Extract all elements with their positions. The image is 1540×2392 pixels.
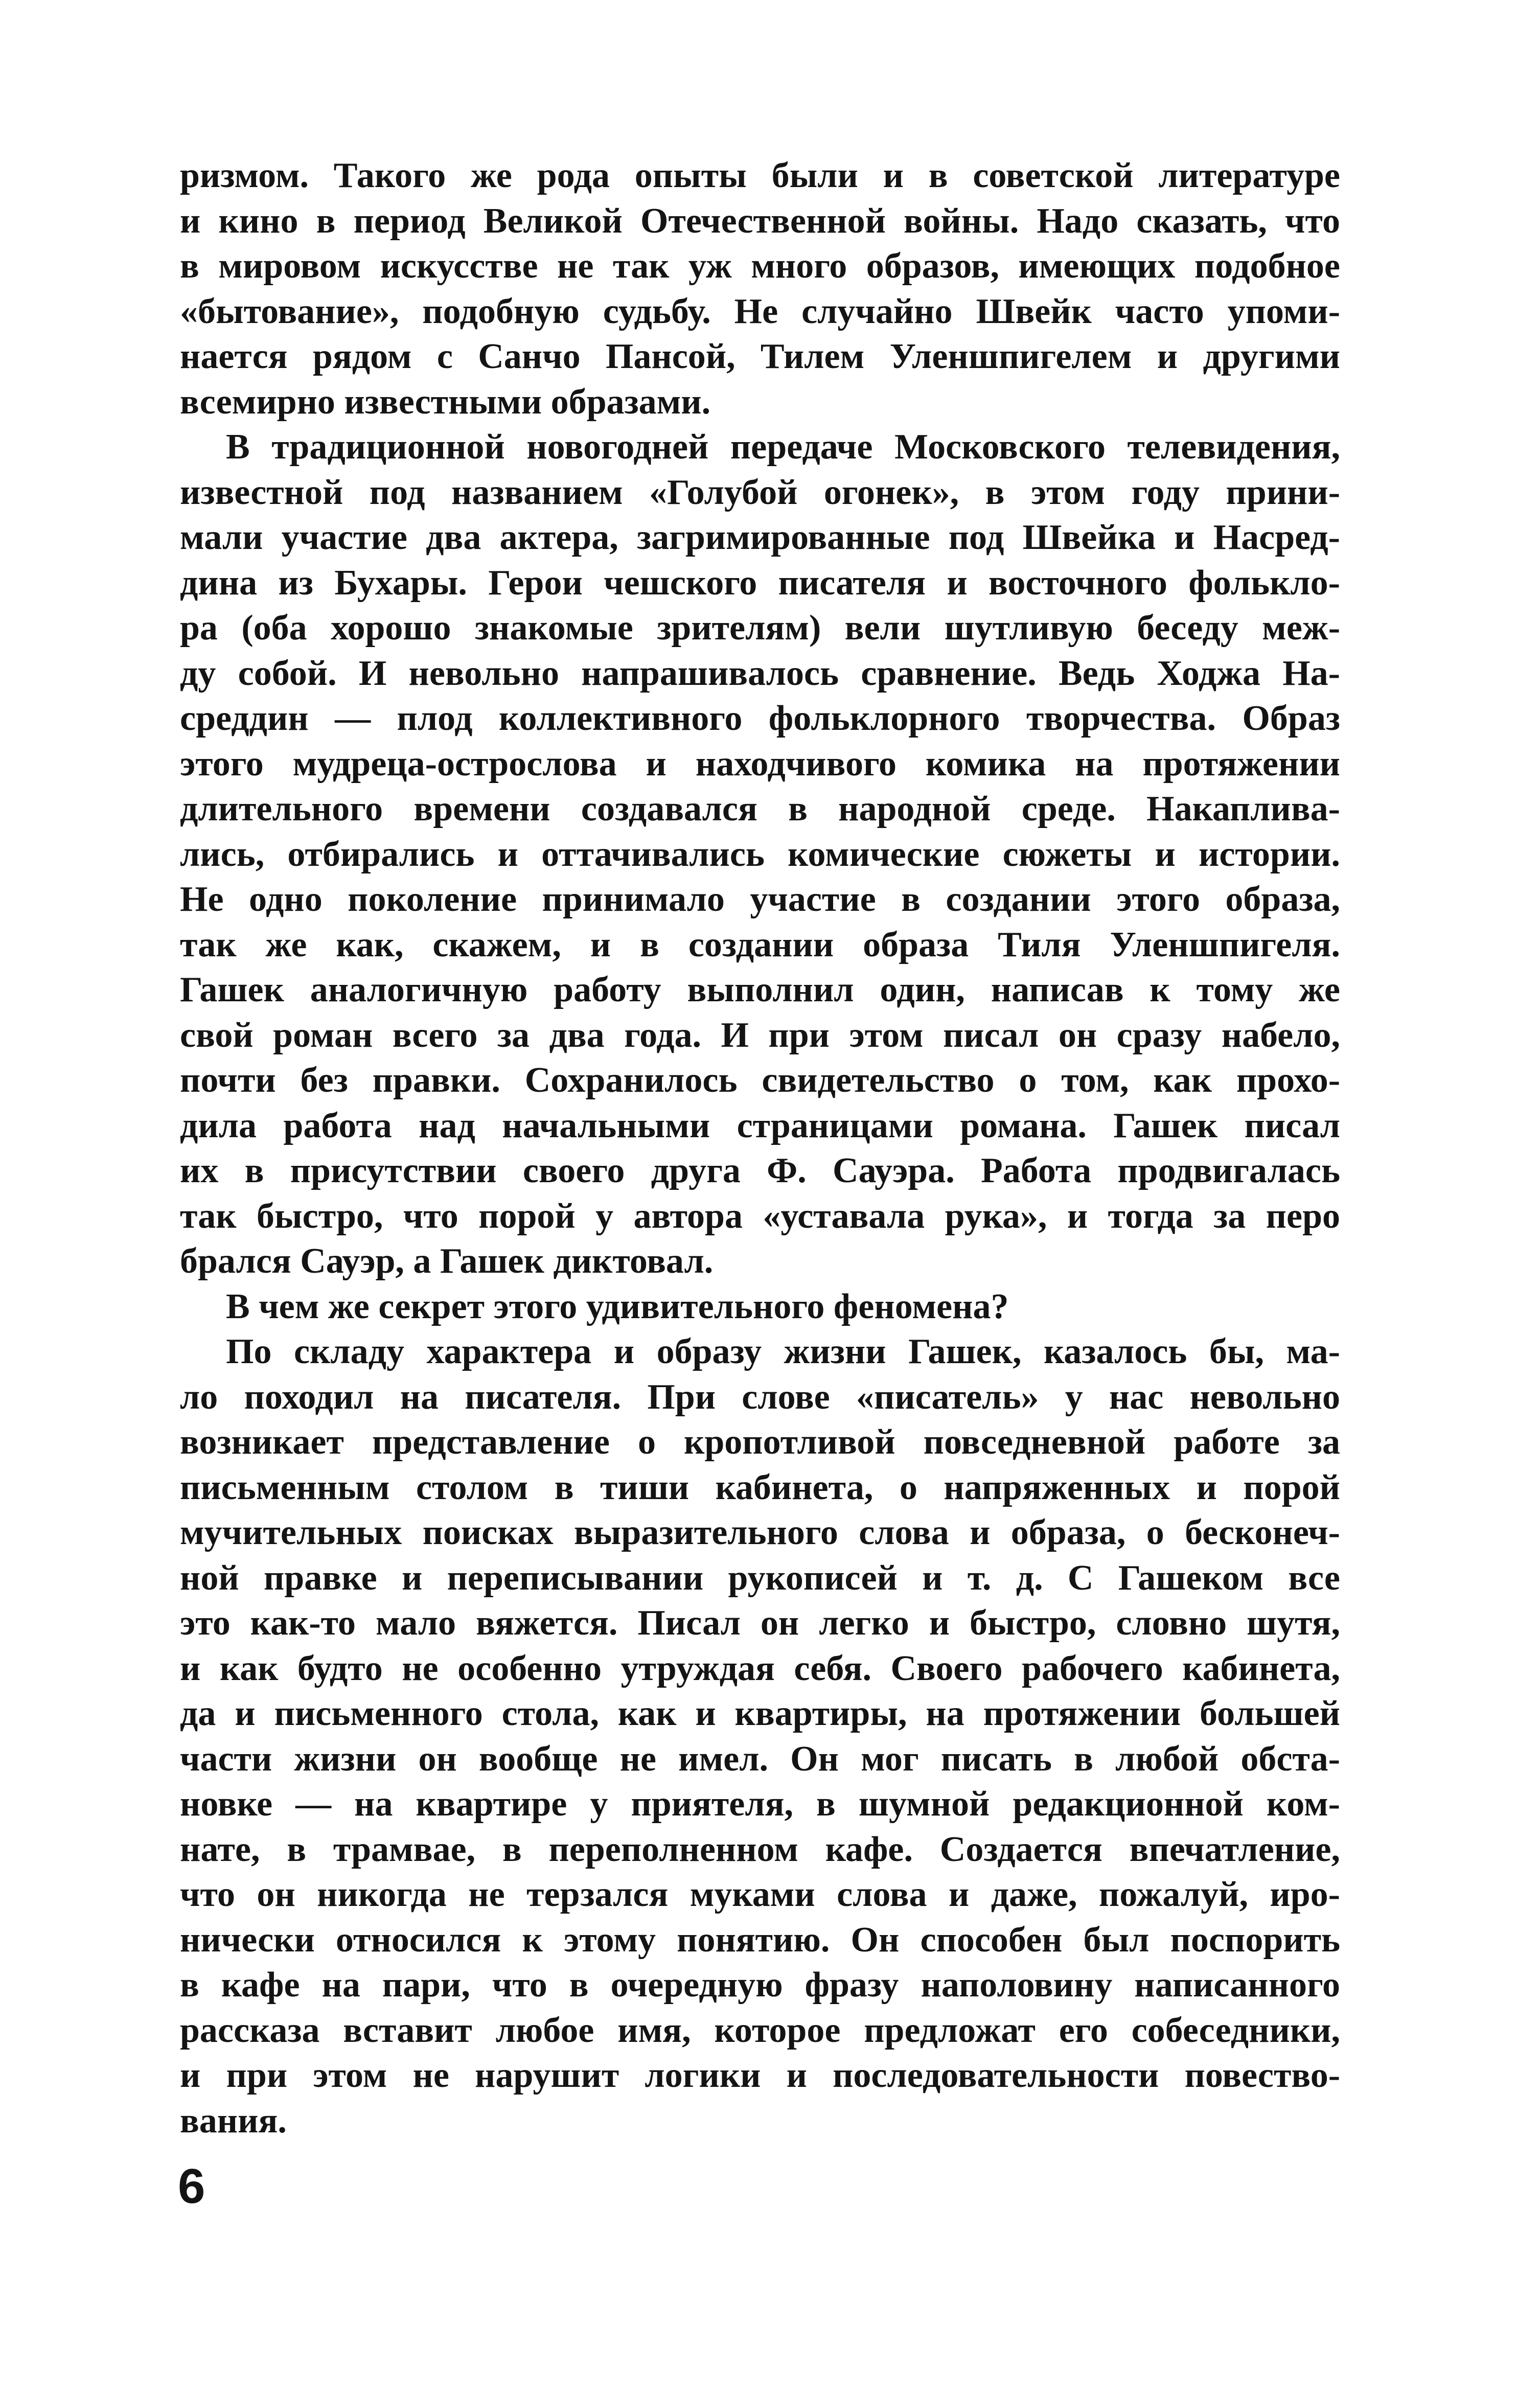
text-line: По складу характера и образу жизни Гашек, казалось бы, ма- (226, 1332, 1340, 1371)
text-line: в кафе на пари, что в очередную фразу наполовину написанного (180, 1965, 1340, 2005)
text-line: это как-то мало вяжется. Писал он легко и быстро, словно шутя, (180, 1603, 1340, 1643)
text-line: ра (оба хорошо знакомые зрителям) вели шутливую беседу меж- (180, 608, 1340, 648)
text-line: вания. (180, 2101, 287, 2141)
text-line: рассказа вставит любое имя, которое предложат его собеседники, (180, 2010, 1340, 2050)
text-line: ризмом. Такого же рода опыты были и в советской литературе (180, 156, 1340, 195)
text-line: так быстро, что порой у автора «уставала рука», и тогда за перо (180, 1196, 1340, 1236)
text-line: известной под названием «Голубой огонек», в этом году прини- (180, 472, 1340, 512)
text-line: среддин — плод коллективного фольклорного творчества. Образ (180, 699, 1340, 738)
text-line: ло походил на писателя. При слове «писатель» у нас невольно (180, 1377, 1340, 1417)
text-line: брался Сауэр, а Гашек диктовал. (180, 1241, 714, 1281)
body-text (180, 153, 1340, 2144)
text-line: ду собой. И невольно напрашивалось сравнение. Ведь Ходжа На- (180, 653, 1340, 693)
text-line: В традиционной новогодней передаче Московского телевидения, (226, 427, 1340, 467)
text-line: «бытование», подобную судьбу. Не случайно Швейк часто упоми- (180, 291, 1340, 331)
text-line: Не одно поколение принимало участие в создании этого образа, (180, 880, 1340, 919)
text-line: дина из Бухары. Герои чешского писателя и восточного фолькло- (180, 563, 1340, 603)
text-line: и кино в период Великой Отечественной войны. Надо сказать, что (180, 201, 1340, 241)
text-line: лись, отбирались и оттачивались комические сюжеты и истории. (180, 834, 1340, 874)
text-line: так же как, скажем, и в создании образа Тиля Уленшпигеля. (180, 925, 1340, 964)
text-line: нате, в трамвае, в переполненном кафе. Создается впечатление, (180, 1829, 1340, 1869)
text-line: нически относился к этому понятию. Он способен был поспорить (180, 1920, 1340, 1960)
text-line: возникает представление о кропотливой повседневной работе за (180, 1422, 1340, 1462)
text-line: мали участие два актера, загримированные под Швейка и Насред- (180, 518, 1340, 557)
text-line: части жизни он вообще не имел. Он мог писать в любой обста- (180, 1739, 1340, 1779)
page-number: 6 (178, 2159, 205, 2214)
text-line: и при этом не нарушит логики и последовательности повество- (180, 2056, 1340, 2095)
text-line: В чем же секрет этого удивительного феномена? (226, 1286, 1009, 1326)
text-line: ной правке и переписывании рукописей и т. д. С Гашеком все (180, 1558, 1340, 1598)
text-line: что он никогда не терзался муками слова и даже, пожалуй, иро- (180, 1875, 1340, 1914)
text-line: Гашек аналогичную работу выполнил один, написав к тому же (180, 970, 1340, 1009)
text-line: свой роман всего за два года. И при этом писал он сразу набело, (180, 1015, 1340, 1055)
text-line: этого мудреца-острослова и находчивого комика на протяжении (180, 744, 1340, 784)
text-line: длительного времени создавался в народной среде. Накаплива- (180, 789, 1340, 829)
text-line: дила работа над начальными страницами романа. Гашек писал (180, 1106, 1340, 1145)
text-line: всемирно известными образами. (180, 382, 711, 422)
text-line: в мировом искусстве не так уж много образов, имеющих подобное (180, 246, 1340, 286)
text-line: новке — на квартире у приятеля, в шумной редакционной ком- (180, 1784, 1340, 1824)
text-line: да и письменного стола, как и квартиры, на протяжении большей (180, 1694, 1340, 1733)
text-line: и как будто не особенно утруждая себя. Своего рабочего кабинета, (180, 1648, 1340, 1688)
text-line: почти без правки. Сохранилось свидетельство о том, как прохо- (180, 1061, 1340, 1100)
text-line: нается рядом с Санчо Пансой, Тилем Уленшпигелем и другими (180, 337, 1340, 376)
text-line: письменным столом в тиши кабинета, о напряженных и порой (180, 1467, 1340, 1507)
text-line: их в присутствии своего друга Ф. Сауэра. Работа продвигалась (180, 1151, 1340, 1190)
text-line: мучительных поисках выразительного слова и образа, о бесконеч- (180, 1513, 1340, 1552)
